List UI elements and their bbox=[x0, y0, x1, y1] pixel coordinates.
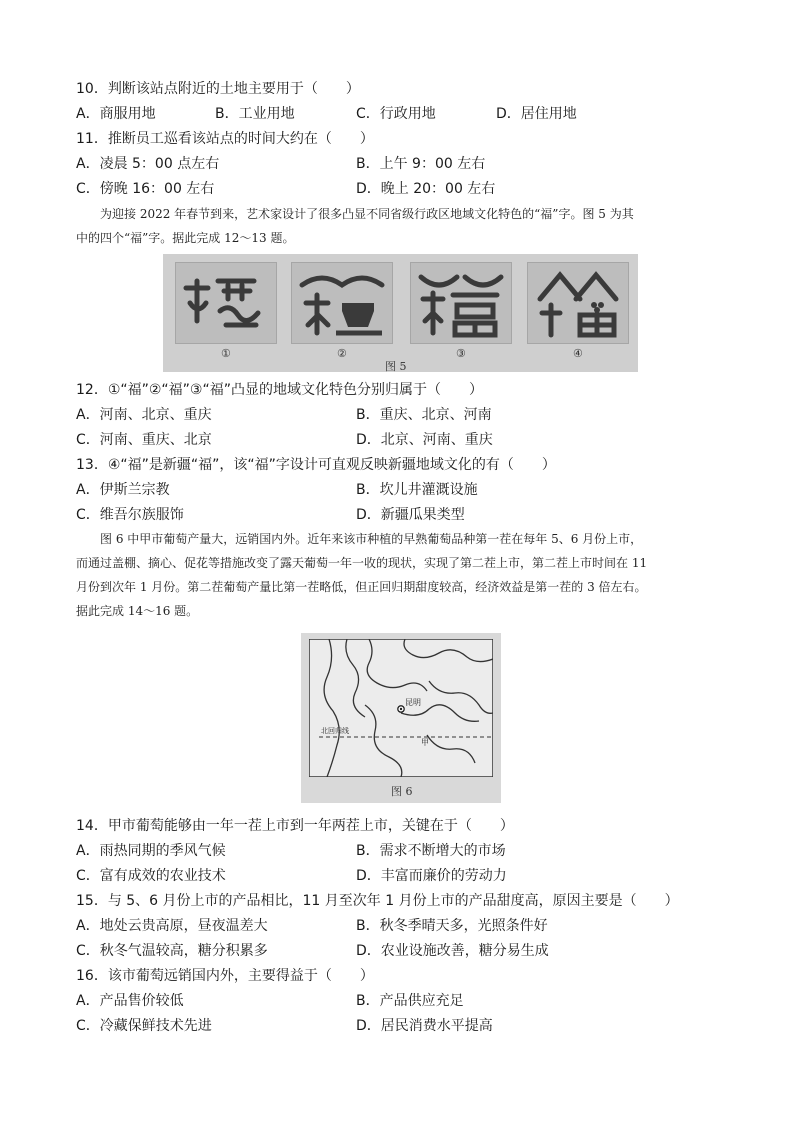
tropic-label: 北回归线 bbox=[321, 727, 349, 735]
fu-character-3-image bbox=[410, 262, 512, 344]
q11-option-d: D．晚上 20：00 左右 bbox=[356, 181, 496, 197]
q13-option-c: C．维吾尔族服饰 bbox=[76, 507, 184, 523]
q14-option-d: D．丰富而廉价的劳动力 bbox=[356, 868, 507, 884]
map-drawing bbox=[309, 639, 493, 777]
fu-label-3: ③ bbox=[456, 347, 466, 360]
city-label-jia: 甲 bbox=[421, 738, 429, 747]
q12-option-d: D．北京、河南、重庆 bbox=[356, 432, 493, 448]
q16-option-c: C．冷藏保鲜技术先进 bbox=[76, 1018, 212, 1034]
q15-option-d: D．农业设施改善，糖分易生成 bbox=[356, 943, 549, 959]
q13-option-b: B．坎儿井灌溉设施 bbox=[356, 482, 478, 498]
fu-character-1-image bbox=[175, 262, 277, 344]
q12-option-a: A．河南、北京、重庆 bbox=[76, 407, 212, 423]
q11-option-a: A．凌晨 5：00 点左右 bbox=[76, 156, 220, 172]
fu-label-4: ④ bbox=[573, 347, 583, 360]
q13-option-a: A．伊斯兰宗教 bbox=[76, 482, 170, 498]
question-13-stem: 13．④“福”是新疆“福”，该“福”字设计可直观反映新疆地域文化的有（ ） bbox=[76, 457, 556, 473]
passage-1-line-2: 中的四个“福”字。据此完成 12～13 题。 bbox=[76, 231, 295, 245]
q14-option-c: C．富有成效的农业技术 bbox=[76, 868, 226, 884]
figure-6-map bbox=[301, 633, 501, 803]
q10-option-c: C．行政用地 bbox=[356, 106, 436, 122]
question-12-stem: 12．①“福”②“福”③“福”凸显的地域文化特色分别归属于（ ） bbox=[76, 382, 483, 398]
question-11-stem: 11．推断员工巡看该站点的时间大约在（ ） bbox=[76, 131, 374, 147]
q15-option-a: A．地处云贵高原，昼夜温差大 bbox=[76, 918, 268, 934]
q10-option-a: A．商服用地 bbox=[76, 106, 156, 122]
q12-option-b: B．重庆、北京、河南 bbox=[356, 407, 492, 423]
question-10-stem: 10．判断该站点附近的土地主要用于（ ） bbox=[76, 81, 360, 97]
figure-5-fu-characters bbox=[163, 254, 638, 372]
question-14-stem: 14．甲市葡萄能够由一年一茬上市到一年两茬上市，关键在于（ ） bbox=[76, 818, 514, 834]
q16-option-b: B．产品供应充足 bbox=[356, 993, 464, 1009]
q14-option-a: A．雨热同期的季风气候 bbox=[76, 843, 226, 859]
q10-option-d: D．居住用地 bbox=[496, 106, 577, 122]
figure-5-caption: 图 5 bbox=[385, 360, 407, 373]
q14-option-b: B．需求不断增大的市场 bbox=[356, 843, 506, 859]
passage-2-line-4: 据此完成 14～16 题。 bbox=[76, 604, 199, 618]
q15-option-b: B．秋冬季晴天多，光照条件好 bbox=[356, 918, 548, 934]
q11-option-c: C．傍晚 16：00 左右 bbox=[76, 181, 215, 197]
question-16-stem: 16．该市葡萄远销国内外，主要得益于（ ） bbox=[76, 968, 374, 984]
q11-option-b: B．上午 9：00 左右 bbox=[356, 156, 486, 172]
figure-6-caption: 图 6 bbox=[391, 785, 413, 798]
city-label-kunming: 昆明 bbox=[405, 698, 421, 707]
passage-1-line-1: 为迎接 2022 年春节到来，艺术家设计了很多凸显不同省级行政区地域文化特色的“福”字。图 5 为其 bbox=[100, 207, 634, 221]
fu-label-1: ① bbox=[221, 347, 231, 360]
passage-2-line-1: 图 6 中甲市葡萄产量大，远销国内外。近年来该市种植的早熟葡萄品种第一茬在每年 5、6 月份上市， bbox=[100, 532, 643, 546]
passage-2-line-3: 月份到次年 1 月份。第二茬葡萄产量比第一茬略低，但正回归期甜度较高，经济效益是第一茬的 3 倍左右。 bbox=[76, 580, 647, 594]
q12-option-c: C．河南、重庆、北京 bbox=[76, 432, 212, 448]
passage-2-line-2: 而通过盖棚、摘心、促花等措施改变了露天葡萄一年一收的现状，实现了第二茬上市，第二茬上市时间在 11 bbox=[76, 556, 648, 570]
q16-option-a: A．产品售价较低 bbox=[76, 993, 184, 1009]
question-15-stem: 15．与 5、6 月份上市的产品相比，11 月至次年 1 月份上市的产品甜度高，原因主要是（ ） bbox=[76, 893, 679, 909]
fu-character-4-image bbox=[527, 262, 629, 344]
q13-option-d: D．新疆瓜果类型 bbox=[356, 507, 465, 523]
fu-character-2-image bbox=[291, 262, 393, 344]
q15-option-c: C．秋冬气温较高，糖分积累多 bbox=[76, 943, 268, 959]
q10-option-b: B．工业用地 bbox=[215, 106, 295, 122]
q16-option-d: D．居民消费水平提高 bbox=[356, 1018, 493, 1034]
fu-label-2: ② bbox=[337, 347, 347, 360]
